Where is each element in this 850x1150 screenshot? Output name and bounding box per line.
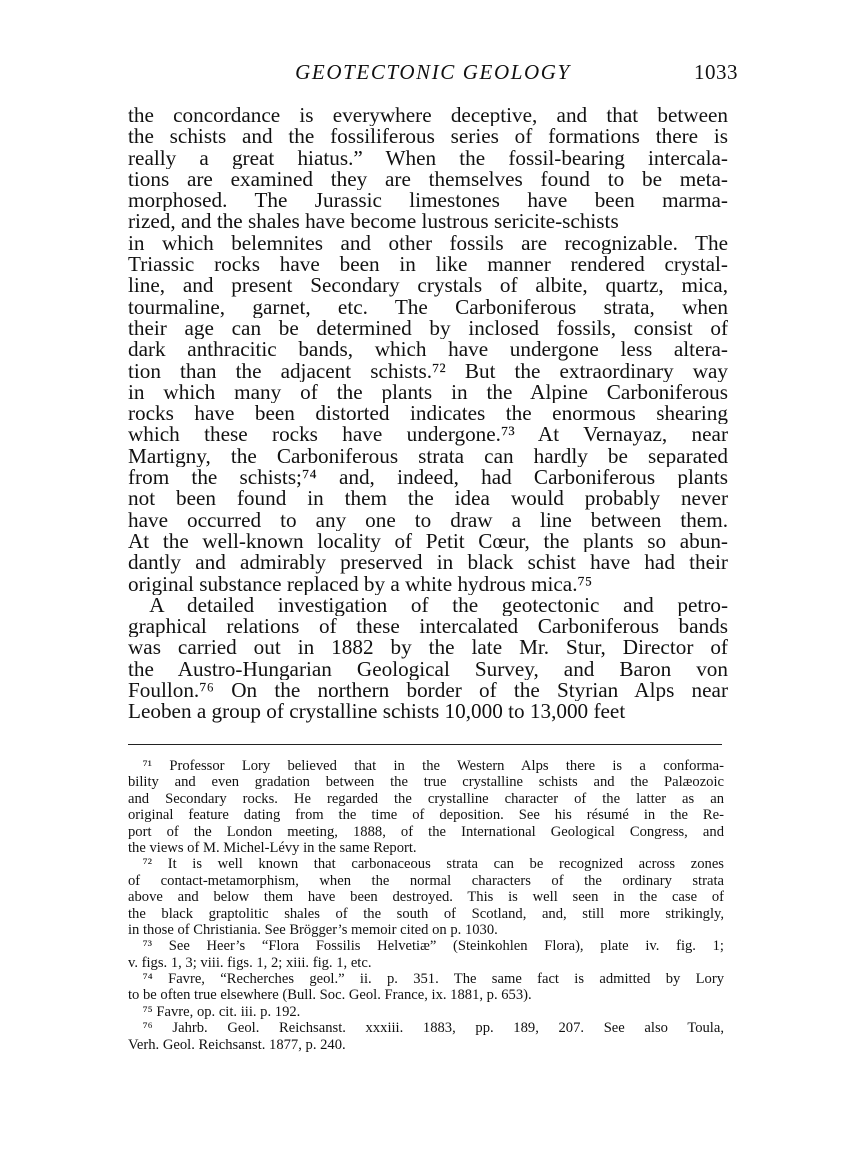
footnote-line: the black graptolitic shales of the south of Scotland, and, still more strikingly,	[128, 905, 724, 922]
body-line: from the schists;⁷⁴ and, indeed, had Carboniferous plants	[128, 467, 728, 489]
body-line: morphosed. The Jurassic limestones have been marma-	[128, 190, 728, 212]
body-line: the schists and the fossiliferous series of formations there is	[128, 126, 728, 148]
body-line: tourmaline, garnet, etc. The Carboniferous strata, when	[128, 296, 728, 318]
body-line: dantly and admirably preserved in black schist have had their	[128, 552, 728, 574]
body-line: line, and present Secondary crystals of albite, quartz, mica,	[128, 275, 728, 297]
body-line: Triassic rocks have been in like manner rendered crystal-	[128, 254, 728, 276]
body-line: rized, and the shales have become lustrous sericite-schists	[128, 211, 619, 233]
body-line: tions are examined they are themselves found to be meta-	[128, 168, 728, 191]
body-line: not been found in them the idea would probably never	[128, 488, 728, 510]
body-line: Leoben a group of crystalline schists 10,000 to 13,000 feet	[128, 701, 626, 723]
footnote-line: in those of Christiania. See Brögger’s memoir cited on p. 1030.	[128, 921, 498, 938]
body-line: really a great hiatus.” When the fossil-bearing intercala-	[128, 147, 728, 169]
footnote-line: ⁷³ See Heer’s “Flora Fossilis Helvetiæ” (Steinkohlen Flora), plate iv. fig. 1;	[128, 938, 724, 955]
footnote-rule	[128, 744, 722, 745]
footnote-line: ⁷⁴ Favre, “Recherches geol.” ii. p. 351. The same fact is admitted by Lory	[128, 971, 724, 988]
body-line: dark anthracitic bands, which have undergone less altera-	[128, 339, 728, 361]
body-line: Martigny, the Carboniferous strata can hardly be separated	[128, 445, 728, 468]
page-number: 1033	[694, 60, 738, 84]
footnote-line: ⁷¹ Professor Lory believed that in the Western Alps there is a conforma-	[128, 758, 724, 774]
body-line: in which many of the plants in the Alpine Carboniferous	[128, 381, 728, 404]
footnote-line: ⁷² It is well known that carbonaceous strata can be recognized across zones	[128, 856, 724, 873]
footnote-line: port of the London meeting, 1888, of the International Geological Congress, and	[128, 823, 724, 840]
footnote-line: of contact-metamorphism, when the normal characters of the ordinary strata	[128, 872, 724, 889]
body-line: A detailed investigation of the geotectonic and petro-	[128, 594, 728, 617]
running-head	[128, 58, 738, 92]
footnote-line: v. figs. 1, 3; viii. figs. 1, 2; xiii. fig. 1, etc.	[128, 954, 372, 971]
body-line: original substance replaced by a white hydrous mica.⁷⁵	[128, 573, 593, 595]
body-line: At the well-known locality of Petit Cœur, the plants so abun-	[128, 530, 728, 553]
body-line: which these rocks have undergone.⁷³ At Vernayaz, near	[128, 424, 728, 446]
footnotes	[128, 758, 724, 1053]
footnote-line: above and below them have been destroyed. This is well seen in the case of	[128, 889, 724, 906]
running-title: GEOTECTONIC GEOLOGY	[295, 60, 571, 84]
footnote-line: ⁷⁵ Favre, op. cit. iii. p. 192.	[128, 1003, 301, 1020]
body-line: the Austro-Hungarian Geological Survey, and Baron von	[128, 658, 728, 681]
body-line: graphical relations of these intercalated Carboniferous bands	[128, 616, 728, 638]
body-text	[128, 105, 728, 723]
footnote-line: ⁷⁶ Jahrb. Geol. Reichsanst. xxxiii. 1883, pp. 189, 207. See also Toula,	[128, 1020, 724, 1037]
body-line: in which belemnites and other fossils are recognizable. The	[128, 232, 728, 255]
body-line: tion than the adjacent schists.⁷² But the extraordinary way	[128, 360, 728, 382]
footnote-line: the views of M. Michel-Lévy in the same Report.	[128, 839, 417, 856]
footnote-line: and Secondary rocks. He regarded the crystalline character of the latter as an	[128, 790, 724, 807]
body-line: their age can be determined by inclosed fossils, consist of	[128, 317, 728, 340]
footnote-line: original feature dating from the time of deposition. See his résumé in the Re-	[128, 807, 724, 824]
body-line: rocks have been distorted indicates the enormous shearing	[128, 403, 728, 425]
footnote-line: to be often true elsewhere (Bull. Soc. Geol. France, ix. 1881, p. 653).	[128, 987, 532, 1004]
body-line: the concordance is everywhere deceptive, and that between	[128, 105, 728, 127]
footnote-line: Verh. Geol. Reichsanst. 1877, p. 240.	[128, 1036, 346, 1053]
body-line: Foullon.⁷⁶ On the northern border of the Styrian Alps near	[128, 680, 728, 702]
footnote-line: bility and even gradation between the true crystalline schists and the Palæozoic	[128, 774, 724, 791]
body-line: have occurred to any one to draw a line between them.	[128, 509, 728, 531]
body-line: was carried out in 1882 by the late Mr. Stur, Director of	[128, 637, 728, 659]
